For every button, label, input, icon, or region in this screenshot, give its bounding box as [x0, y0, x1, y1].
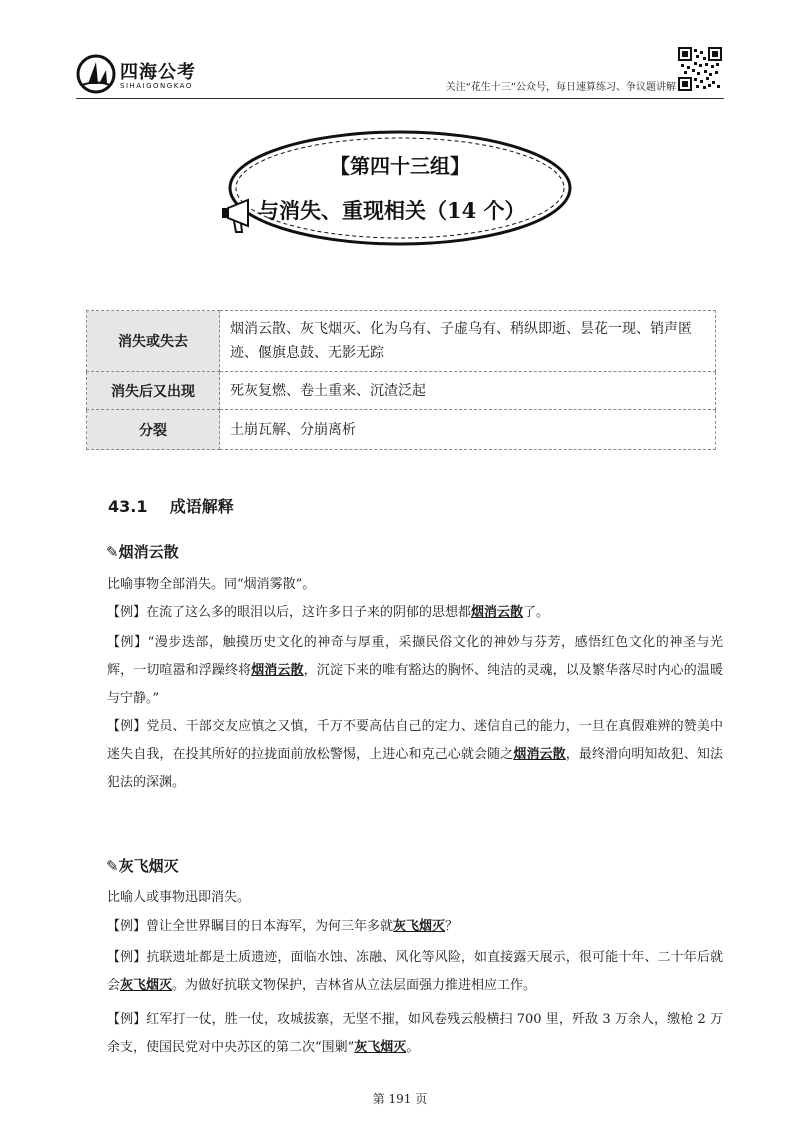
category-name: 消失或失去 — [87, 311, 220, 372]
header-tagline: 关注“花生十三”公众号，每日速算练习、争议题讲解 — [445, 82, 676, 93]
table-row — [87, 372, 716, 410]
example-paragraph: 【例】抗联遗址都是土质遗迹，面临水蚀、冻融、风化等风险，如直接露天展示，很可能十年、二十年后就会灰飞烟灭。为做好抗联文物保护，吉林省从立法层面强力推进相应工作。 — [107, 950, 723, 993]
category-items: 烟消云散、灰飞烟灭、化为乌有、子虚乌有、稍纵即逝、昙花一现、销声匿迹、偃旗息鼓、无影无踪 — [220, 311, 716, 372]
highlighted-idiom: 烟消云散 — [251, 663, 304, 678]
highlighted-idiom: 烟消云散 — [513, 747, 566, 762]
idiom-definition: 比喻事物全部消失。同“烟消雾散”。 — [107, 577, 316, 592]
highlighted-idiom: 灰飞烟灭 — [120, 978, 173, 993]
example-paragraph: 【例】曾让全世界瞩目的日本海军，为何三年多就灰飞烟灭？ — [107, 919, 459, 934]
group-title: 【第四十三组】 — [330, 154, 470, 178]
example-paragraph: 【例】党员、干部交友应慎之又慎，千万不要高估自己的定力、迷信自己的能力，一旦在真假难辨的赞美中迷失自我，在投其所好的拉拢面前放松警惕，上进心和克己心就会随之烟消云散，最终滑向明知故犯、知法犯法的深渊。 — [107, 719, 723, 790]
table-row — [87, 311, 716, 372]
section-title: 成语解释 — [169, 497, 234, 516]
section-heading — [108, 494, 234, 517]
title-cloud-banner — [222, 126, 578, 250]
category-name: 消失后又出现 — [87, 372, 220, 410]
category-items: 土崩瓦解、分崩离析 — [220, 410, 716, 450]
example-paragraph: 【例】红军打一仗，胜一仗，攻城拔寨，无坚不摧，如风卷残云般横扫 700 里，歼敌 3 万余人，缴枪 2 万余支，使国民党对中央苏区的第二次“围剿”灰飞烟灭。 — [107, 1012, 723, 1055]
idiom-definition: 比喻人或事物迅即消失。 — [107, 890, 251, 905]
category-items: 死灰复燃、卷土重来、沉渣泛起 — [220, 372, 716, 410]
category-table — [86, 310, 716, 450]
qr-code-icon — [678, 47, 722, 91]
example-paragraph: 【例】“漫步迭部，触摸历史文化的神奇与厚重，采撷民俗文化的神妙与芬芳，感悟红色文化的神圣与光辉，一切喧嚣和浮躁终将烟消云散，沉淀下来的唯有豁达的胸怀、纯洁的灵魂，以及繁华落尽时内心的温暖与宁静。” — [107, 635, 723, 706]
page-number: 第 191 页 — [372, 1092, 428, 1106]
logo-subtext: SIHAIGONGKAO — [120, 82, 193, 90]
highlighted-idiom: 烟消云散 — [471, 605, 524, 620]
megaphone-icon — [222, 200, 248, 232]
group-subtitle: 与消失、重现相关（14 个） — [258, 198, 526, 223]
highlighted-idiom: 灰飞烟灭 — [393, 919, 446, 934]
header-divider — [76, 98, 724, 99]
page-header — [0, 0, 800, 100]
table-row — [87, 410, 716, 450]
highlighted-idiom: 灰飞烟灭 — [354, 1040, 407, 1055]
example-paragraph: 【例】在流了这么多的眼泪以后，这许多日子来的阴郁的思想都烟消云散了。 — [107, 605, 550, 620]
sihai-logo-icon — [76, 54, 116, 94]
idiom-title: ✎灰飞烟灭 — [106, 857, 179, 875]
idiom-title: ✎烟消云散 — [106, 543, 179, 561]
category-name: 分裂 — [87, 410, 220, 450]
logo-text: 四海公考 — [120, 62, 196, 83]
section-number: 43.1 — [108, 497, 148, 516]
